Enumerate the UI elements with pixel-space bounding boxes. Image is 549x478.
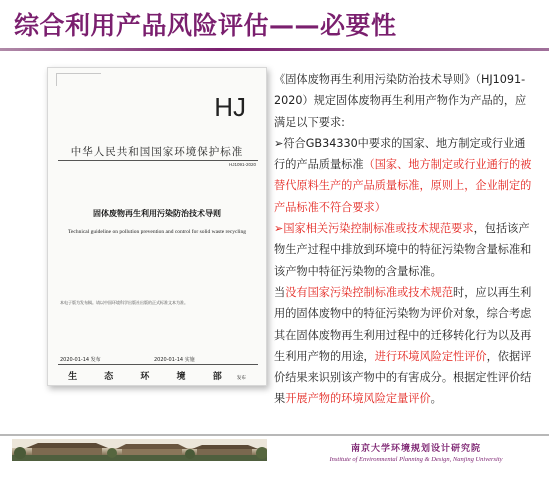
risk-highlight-quantitative: 开展产物的环境风险定量评价 (285, 392, 431, 406)
requirement-pollution-control (274, 218, 536, 282)
requirement-quality-standard (274, 133, 536, 218)
cover-rule-top (58, 160, 258, 161)
institute-name-cn: 南京大学环境规划设计研究院 (350, 444, 481, 454)
requirement-quality-standard-note: （国家、地方制定或行业通行的被替代原料生产的产品质量标准，原则上，企业制定的产品标准不符合要求） (274, 158, 532, 214)
standard-document-cover (47, 67, 267, 386)
requirement-pollution-control-highlight: ➢国家相关污染控制标准或技术规范要求 (274, 222, 474, 236)
cover-hj-mark: HJ (214, 92, 246, 122)
risk-text-a: 当 (274, 285, 286, 299)
cover-rule-bottom (58, 364, 258, 365)
cover-issuer (48, 369, 266, 382)
cover-issuer-suffix: 发布 (236, 376, 246, 381)
campus-building-image (12, 439, 267, 461)
slide-title: 综合利用产品风险评估——必要性 (14, 11, 397, 40)
cover-note: 本电子版为发布稿。请以中国环境科学出版社出版的正式标准文本为准。 (60, 300, 188, 305)
footer-divider (0, 434, 549, 436)
institute-footer (300, 441, 532, 463)
intro-paragraph: 《固体废物再生利用污染防治技术导则》（HJ1091-2020）规定固体废物再生利用产物作为产品的，应满足以下要求: (274, 73, 527, 129)
risk-text-c: 时，应以再生利用的固体废物中的特征污染物为评价对象，综合考虑其在固体废物再生利用过程中的迁移转化行为以及再生利用产物的用途， (274, 285, 532, 363)
risk-assessment-paragraph (274, 282, 536, 410)
cover-english-title: Technical guideline on pollution prevention and control for solid waste recycling (67, 229, 246, 235)
title-divider (0, 48, 549, 51)
cover-corner-mark (56, 73, 101, 86)
institute-name-en: Institute of Environmental Planning & Design, Nanjing University (329, 456, 503, 463)
cover-issue-date: 2020-01-14 发布 (60, 357, 101, 363)
cover-standard-code: HJ1091-2020 (228, 162, 256, 167)
requirement-quality-standard-text: ➢符合GB34330中要求的国家、地方制定或行业通行的产品质量标准 (274, 136, 526, 172)
requirement-pollution-control-text: ，包括该产物生产过程中排放到环境中的特征污染物含量标准和该产物中特征污染物的含量标准。 (274, 222, 532, 278)
risk-text-e: ，依据评价结果来识别该产物中的有害成分。根据定性评价结果 (274, 349, 532, 406)
risk-highlight-no-standard: 没有国家污染控制标准或技术规范 (285, 285, 454, 299)
cover-implementation-date: 2020-01-14 实施 (154, 357, 195, 363)
campus-photo-banner (12, 439, 267, 461)
requirements-text (274, 69, 536, 410)
cover-issuer-name: 生 态 环 境 部 (68, 372, 234, 382)
cover-organization: 中华人民共和国国家环境保护标准 (70, 146, 244, 158)
risk-highlight-qualitative: 进行环境风险定性评价 (374, 349, 487, 363)
risk-text-g: 。 (430, 392, 442, 406)
cover-standard-name: 固体废物再生利用污染防治技术导则 (93, 209, 221, 218)
